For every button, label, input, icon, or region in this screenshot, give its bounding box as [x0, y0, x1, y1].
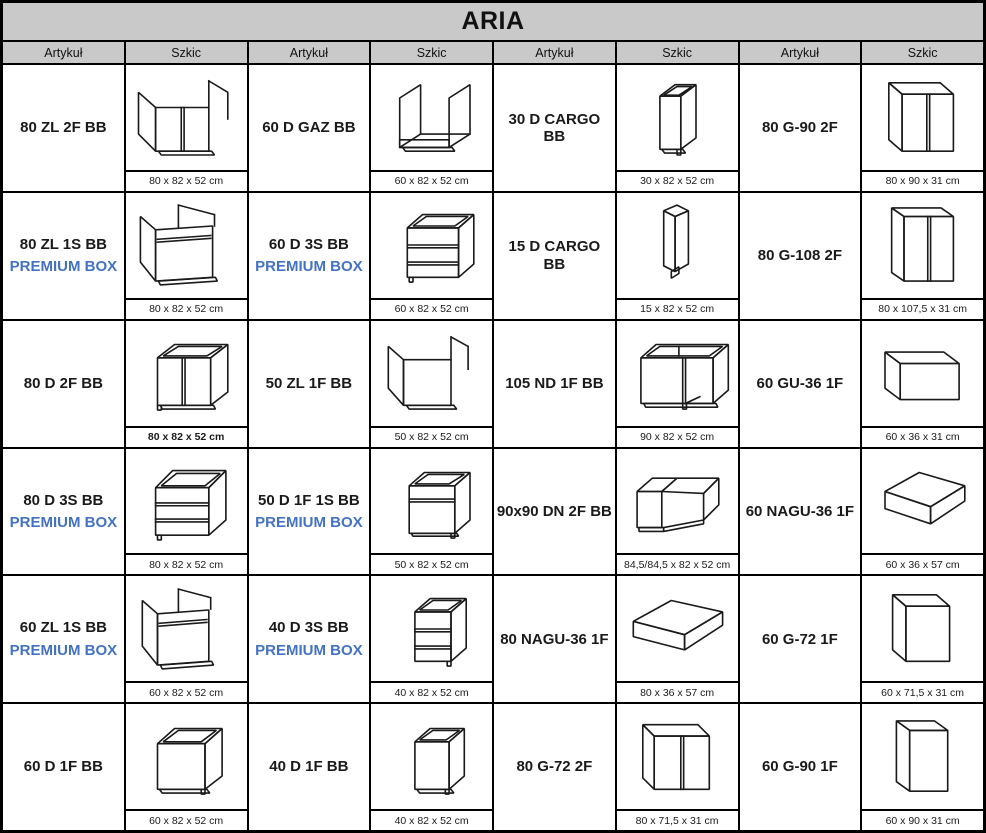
product-name: 80 G-90 2F: [761, 119, 838, 137]
product-dims: 60 x 82 x 52 cm: [371, 170, 492, 191]
cabinet-sketch-sink-drawer-icon: [126, 576, 247, 681]
sketch-cell: [862, 321, 983, 447]
sketch-cell: [126, 576, 247, 702]
column-header-sketch: Szkic: [862, 42, 983, 63]
sketch-cell: [862, 449, 983, 575]
article-cell: [3, 193, 124, 319]
product-dims: 60 x 82 x 52 cm: [126, 809, 247, 830]
cabinet-sketch-flat-box-wide-icon: [617, 576, 738, 681]
article-cell: [249, 449, 370, 575]
sketch-cell: [126, 449, 247, 575]
cabinet-sketch-door-drawer-icon: [371, 449, 492, 554]
article-cell: [740, 449, 861, 575]
product-name: 30 D CARGO BB: [508, 110, 601, 145]
product-name: 60 D GAZ BB: [262, 119, 356, 137]
cabinet-sketch-base-1door-icon: [126, 704, 247, 809]
column-header-sketch: Szkic: [617, 42, 738, 63]
premium-badge: PREMIUM BOX: [255, 258, 363, 276]
product-name: 15 D CARGO BB: [508, 238, 601, 273]
product-dims: 60 x 82 x 52 cm: [371, 298, 492, 319]
product-name: 60 G-90 1F: [761, 758, 838, 776]
column-header-article: Artykuł: [740, 42, 861, 63]
product-name: 105 ND 1F BB: [505, 374, 604, 392]
cabinet-sketch-wall-2door-icon: [862, 65, 983, 170]
premium-badge: PREMIUM BOX: [9, 258, 118, 276]
sketch-cell: [371, 576, 492, 702]
cabinet-sketch-3drawer-narrow-icon: [371, 576, 492, 681]
product-dims: 80 x 82 x 52 cm: [126, 553, 247, 574]
product-name: 50 ZL 1F BB: [265, 374, 353, 392]
article-cell: [3, 704, 124, 830]
product-dims: 90 x 82 x 52 cm: [617, 426, 738, 447]
column-header-sketch: Szkic: [126, 42, 247, 63]
sketch-cell: [862, 704, 983, 830]
product-name: 90x90 DN 2F BB: [496, 502, 612, 520]
sketch-cell: [862, 576, 983, 702]
cabinet-sketch-wall-2door-icon: [617, 704, 738, 809]
sketch-cell: [617, 576, 738, 702]
product-dims: 30 x 82 x 52 cm: [617, 170, 738, 191]
product-dims: 80 x 71,5 x 31 cm: [617, 809, 738, 830]
product-dims: 40 x 82 x 52 cm: [371, 809, 492, 830]
sketch-cell: [617, 704, 738, 830]
sketch-cell: [126, 321, 247, 447]
product-dims: 84,5/84,5 x 82 x 52 cm: [617, 553, 738, 574]
cabinet-sketch-base-1door-narrow-icon: [371, 704, 492, 809]
product-dims: 80 x 82 x 52 cm: [126, 298, 247, 319]
product-name: 50 D 1F 1S BB: [258, 491, 360, 509]
cabinet-sketch-flat-box-icon: [862, 449, 983, 554]
article-cell: [494, 576, 615, 702]
cabinet-sketch-wall-1door-tall-icon: [862, 704, 983, 809]
page-title: ARIA: [3, 3, 983, 40]
cabinet-sketch-3drawer-icon: [371, 193, 492, 298]
cabinet-sketch-corner-blind-icon: [617, 321, 738, 426]
product-dims: 60 x 71,5 x 31 cm: [862, 681, 983, 702]
premium-badge: PREMIUM BOX: [9, 513, 118, 531]
product-name: 80 G-72 2F: [516, 758, 593, 776]
sketch-cell: [617, 193, 738, 319]
sketch-cell: [617, 449, 738, 575]
sketch-cell: [371, 65, 492, 191]
product-dims: 60 x 36 x 31 cm: [862, 426, 983, 447]
article-cell: [740, 321, 861, 447]
sketch-cell: [617, 321, 738, 447]
article-cell: [3, 449, 124, 575]
sketch-cell: [371, 321, 492, 447]
article-cell: [494, 449, 615, 575]
sketch-cell: [371, 193, 492, 319]
cabinet-sketch-sink-drawer-icon: [126, 193, 247, 298]
article-cell: [249, 704, 370, 830]
product-dims: 15 x 82 x 52 cm: [617, 298, 738, 319]
premium-badge: PREMIUM BOX: [255, 513, 363, 531]
product-dims: 60 x 90 x 31 cm: [862, 809, 983, 830]
sketch-cell: [126, 704, 247, 830]
sketch-cell: [862, 65, 983, 191]
cabinet-sketch-sink-1door-icon: [371, 321, 492, 426]
product-name: 60 D 1F BB: [23, 758, 103, 776]
product-name: 80 NAGU-36 1F: [500, 630, 609, 648]
premium-badge: PREMIUM BOX: [9, 641, 118, 659]
article-cell: [249, 576, 370, 702]
cabinet-sketch-gas-open-icon: [371, 65, 492, 170]
cabinet-sketch-slim-cargo-icon: [617, 193, 738, 298]
product-dims: 40 x 82 x 52 cm: [371, 681, 492, 702]
product-dims: 80 x 107,5 x 31 cm: [862, 298, 983, 319]
product-dims: 50 x 82 x 52 cm: [371, 553, 492, 574]
product-dims: 80 x 90 x 31 cm: [862, 170, 983, 191]
cabinet-sketch-horizontal-box-icon: [862, 321, 983, 426]
cabinet-sketch-corner-l-icon: [617, 449, 738, 554]
sketch-cell: [371, 704, 492, 830]
product-dims: 50 x 82 x 52 cm: [371, 426, 492, 447]
sketch-cell: [126, 65, 247, 191]
product-dims: 80 x 36 x 57 cm: [617, 681, 738, 702]
product-dims: 80 x 82 x 52 cm: [126, 426, 247, 447]
product-name: 80 D 3S BB: [23, 491, 104, 509]
article-cell: [3, 321, 124, 447]
article-cell: [494, 65, 615, 191]
article-cell: [494, 321, 615, 447]
column-header-sketch: Szkic: [371, 42, 492, 63]
cabinet-sketch-3drawer-wide-icon: [126, 449, 247, 554]
article-cell: [740, 704, 861, 830]
product-name: 60 ZL 1S BB: [19, 619, 107, 637]
cabinet-sketch-cargo-icon: [617, 65, 738, 170]
article-cell: [494, 704, 615, 830]
sketch-cell: [371, 449, 492, 575]
product-name: 40 D 3S BB: [268, 619, 349, 637]
article-cell: [249, 321, 370, 447]
sketch-cell: [126, 193, 247, 319]
article-cell: [3, 65, 124, 191]
article-cell: [494, 193, 615, 319]
cabinet-sketch-sink-2door-icon: [126, 65, 247, 170]
product-name: 60 G-72 1F: [761, 630, 838, 648]
product-name: 80 ZL 1S BB: [19, 235, 107, 253]
article-cell: [740, 193, 861, 319]
article-cell: [249, 193, 370, 319]
cabinet-sketch-wall-1door-icon: [862, 576, 983, 681]
cabinet-sketch-base-2door-icon: [126, 321, 247, 426]
product-name: 60 GU-36 1F: [756, 374, 844, 392]
article-cell: [3, 576, 124, 702]
product-name: 80 G-108 2F: [757, 247, 842, 265]
sketch-cell: [617, 65, 738, 191]
product-dims: 60 x 82 x 52 cm: [126, 681, 247, 702]
premium-badge: PREMIUM BOX: [255, 641, 363, 659]
column-header-article: Artykuł: [494, 42, 615, 63]
column-header-article: Artykuł: [3, 42, 124, 63]
cabinet-sketch-wall-2door-tall-icon: [862, 193, 983, 298]
article-cell: [249, 65, 370, 191]
product-name: 60 NAGU-36 1F: [745, 502, 855, 520]
product-name: 80 ZL 2F BB: [20, 119, 107, 137]
sketch-cell: [862, 193, 983, 319]
product-name: 40 D 1F BB: [269, 758, 349, 776]
article-cell: [740, 65, 861, 191]
product-name: 80 D 2F BB: [23, 374, 103, 392]
product-name: 60 D 3S BB: [268, 235, 349, 253]
product-dims: 60 x 36 x 57 cm: [862, 553, 983, 574]
product-dims: 80 x 82 x 52 cm: [126, 170, 247, 191]
article-cell: [740, 576, 861, 702]
column-header-article: Artykuł: [249, 42, 370, 63]
